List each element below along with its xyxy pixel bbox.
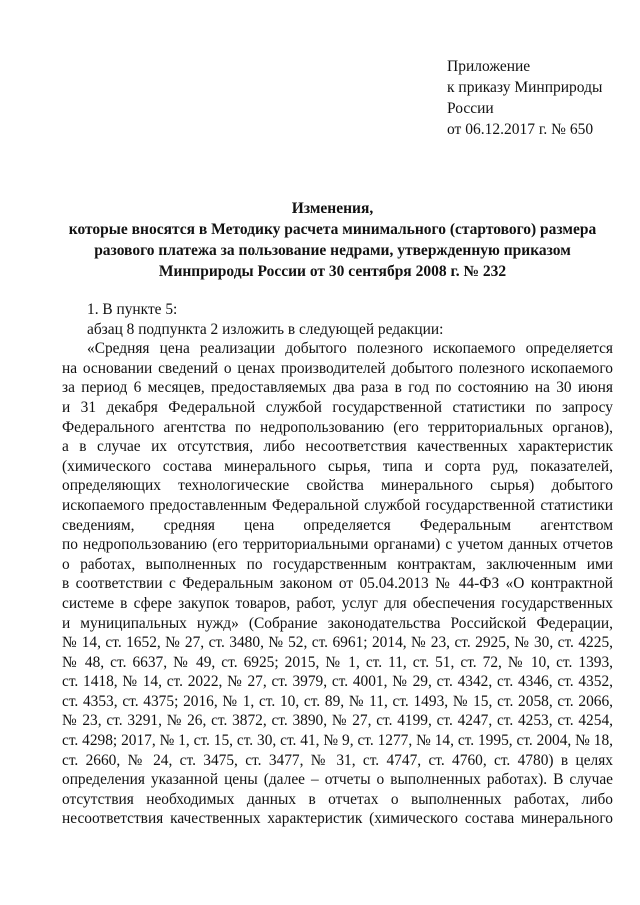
body-line: о работах, выполненных по государственным контрактам, заключенным ими [62, 555, 613, 573]
title-line: Изменения, [291, 200, 374, 217]
body-line: сведениям, средняя цена определяется Федеральным агентством [62, 516, 613, 534]
body-line: и 31 декабря Федеральной службой государственной статистики по запросу [62, 398, 613, 416]
body-line: отсутствия необходимых данных в отчетах о выполненных работах, либо [62, 790, 613, 808]
body-line: по недропользованию (его территориальными органами) с учетом данных отчетов [62, 536, 613, 554]
body-line: Федерального агентства по недропользованию (его территориальных органов), [62, 418, 613, 436]
body-line: ст. 1418, № 14, ст. 2022, № 27, ст. 3979, ст. 4001, № 29, ст. 4342, ст. 4346, ст. 4352, [62, 673, 613, 691]
title-line: разового платежа за пользование недрами, утвержденную приказом [94, 242, 571, 259]
body-line: в соответствии с Федеральным законом от 05.04.2013 № 44-ФЗ «О контрактной [62, 575, 613, 593]
appendix-header [447, 56, 602, 140]
body-line: абзац 8 подпункта 2 изложить в следующей редакции: [87, 320, 444, 338]
body-line: № 48, ст. 6637, № 49, ст. 6925; 2015, № 1, ст. 11, ст. 51, ст. 72, № 10, ст. 1393, [62, 653, 613, 671]
body-line: за период 6 месяцев, предоставляемых два раза в год по состоянию на 30 июня [62, 379, 613, 397]
document-title [50, 198, 615, 282]
appendix-line: Приложение [447, 58, 531, 75]
body-line: определения указанной цены (далее – отчеты о выполненных работах). В случае [62, 771, 613, 789]
body-line: ископаемого предоставленным Федеральной службой государственной статистики [62, 496, 613, 514]
title-line: которые вносятся в Методику расчета минимального (стартового) размера [68, 221, 597, 238]
body-line: (химического состава минерального сырья, типа и сорта руд, показателей, [62, 457, 613, 475]
body-line: системе в сфере закупок товаров, работ, услуг для обеспечения государственных [62, 594, 613, 612]
body-line: а в случае их отсутствия, либо несоответствия качественных характеристик [62, 438, 613, 456]
body-line: на основании сведений о ценах производителей добытого полезного ископаемого [62, 359, 613, 377]
body-line: № 14, ст. 1652, № 27, ст. 3480, № 52, ст. 6961; 2014, № 23, ст. 2925, № 30, ст. 4225, [62, 634, 613, 652]
body-line: определяющих технологические свойства минерального сырья) добытого [62, 477, 613, 495]
appendix-line: от 06.12.2017 г. № 650 [447, 121, 594, 138]
body-line: ст. 2660, № 24, ст. 3475, ст. 3477, № 31, ст. 4747, ст. 4760, ст. 4780) в целях [62, 751, 613, 769]
body-line: ст. 4353, ст. 4375; 2016, № 1, ст. 10, ст. 89, № 11, ст. 1493, № 15, ст. 2058, ст. 2066, [62, 692, 613, 710]
document-body [62, 300, 613, 829]
body-line: «Средняя цена реализации добытого полезного ископаемого определяется [87, 340, 613, 358]
body-line: несоответствия качественных характеристик (химического состава минерального [62, 810, 613, 828]
body-line: № 23, ст. 3291, № 26, ст. 3872, ст. 3890, № 27, ст. 4199, ст. 4247, ст. 4253, ст. 4254, [62, 712, 613, 730]
appendix-line: России [447, 100, 494, 117]
body-line: 1. В пункте 5: [87, 301, 178, 318]
body-line: ст. 4298; 2017, № 1, ст. 15, ст. 30, ст. 41, № 9, ст. 1277, № 14, ст. 1995, ст. 2004, № 18, [62, 732, 613, 750]
title-line: Минприроды России от 30 сентября 2008 г. № 232 [158, 263, 507, 280]
appendix-line: к приказу Минприроды [447, 79, 603, 96]
body-line: и муниципальных нужд» (Собрание законодательства Российской Федерации, [62, 614, 613, 632]
